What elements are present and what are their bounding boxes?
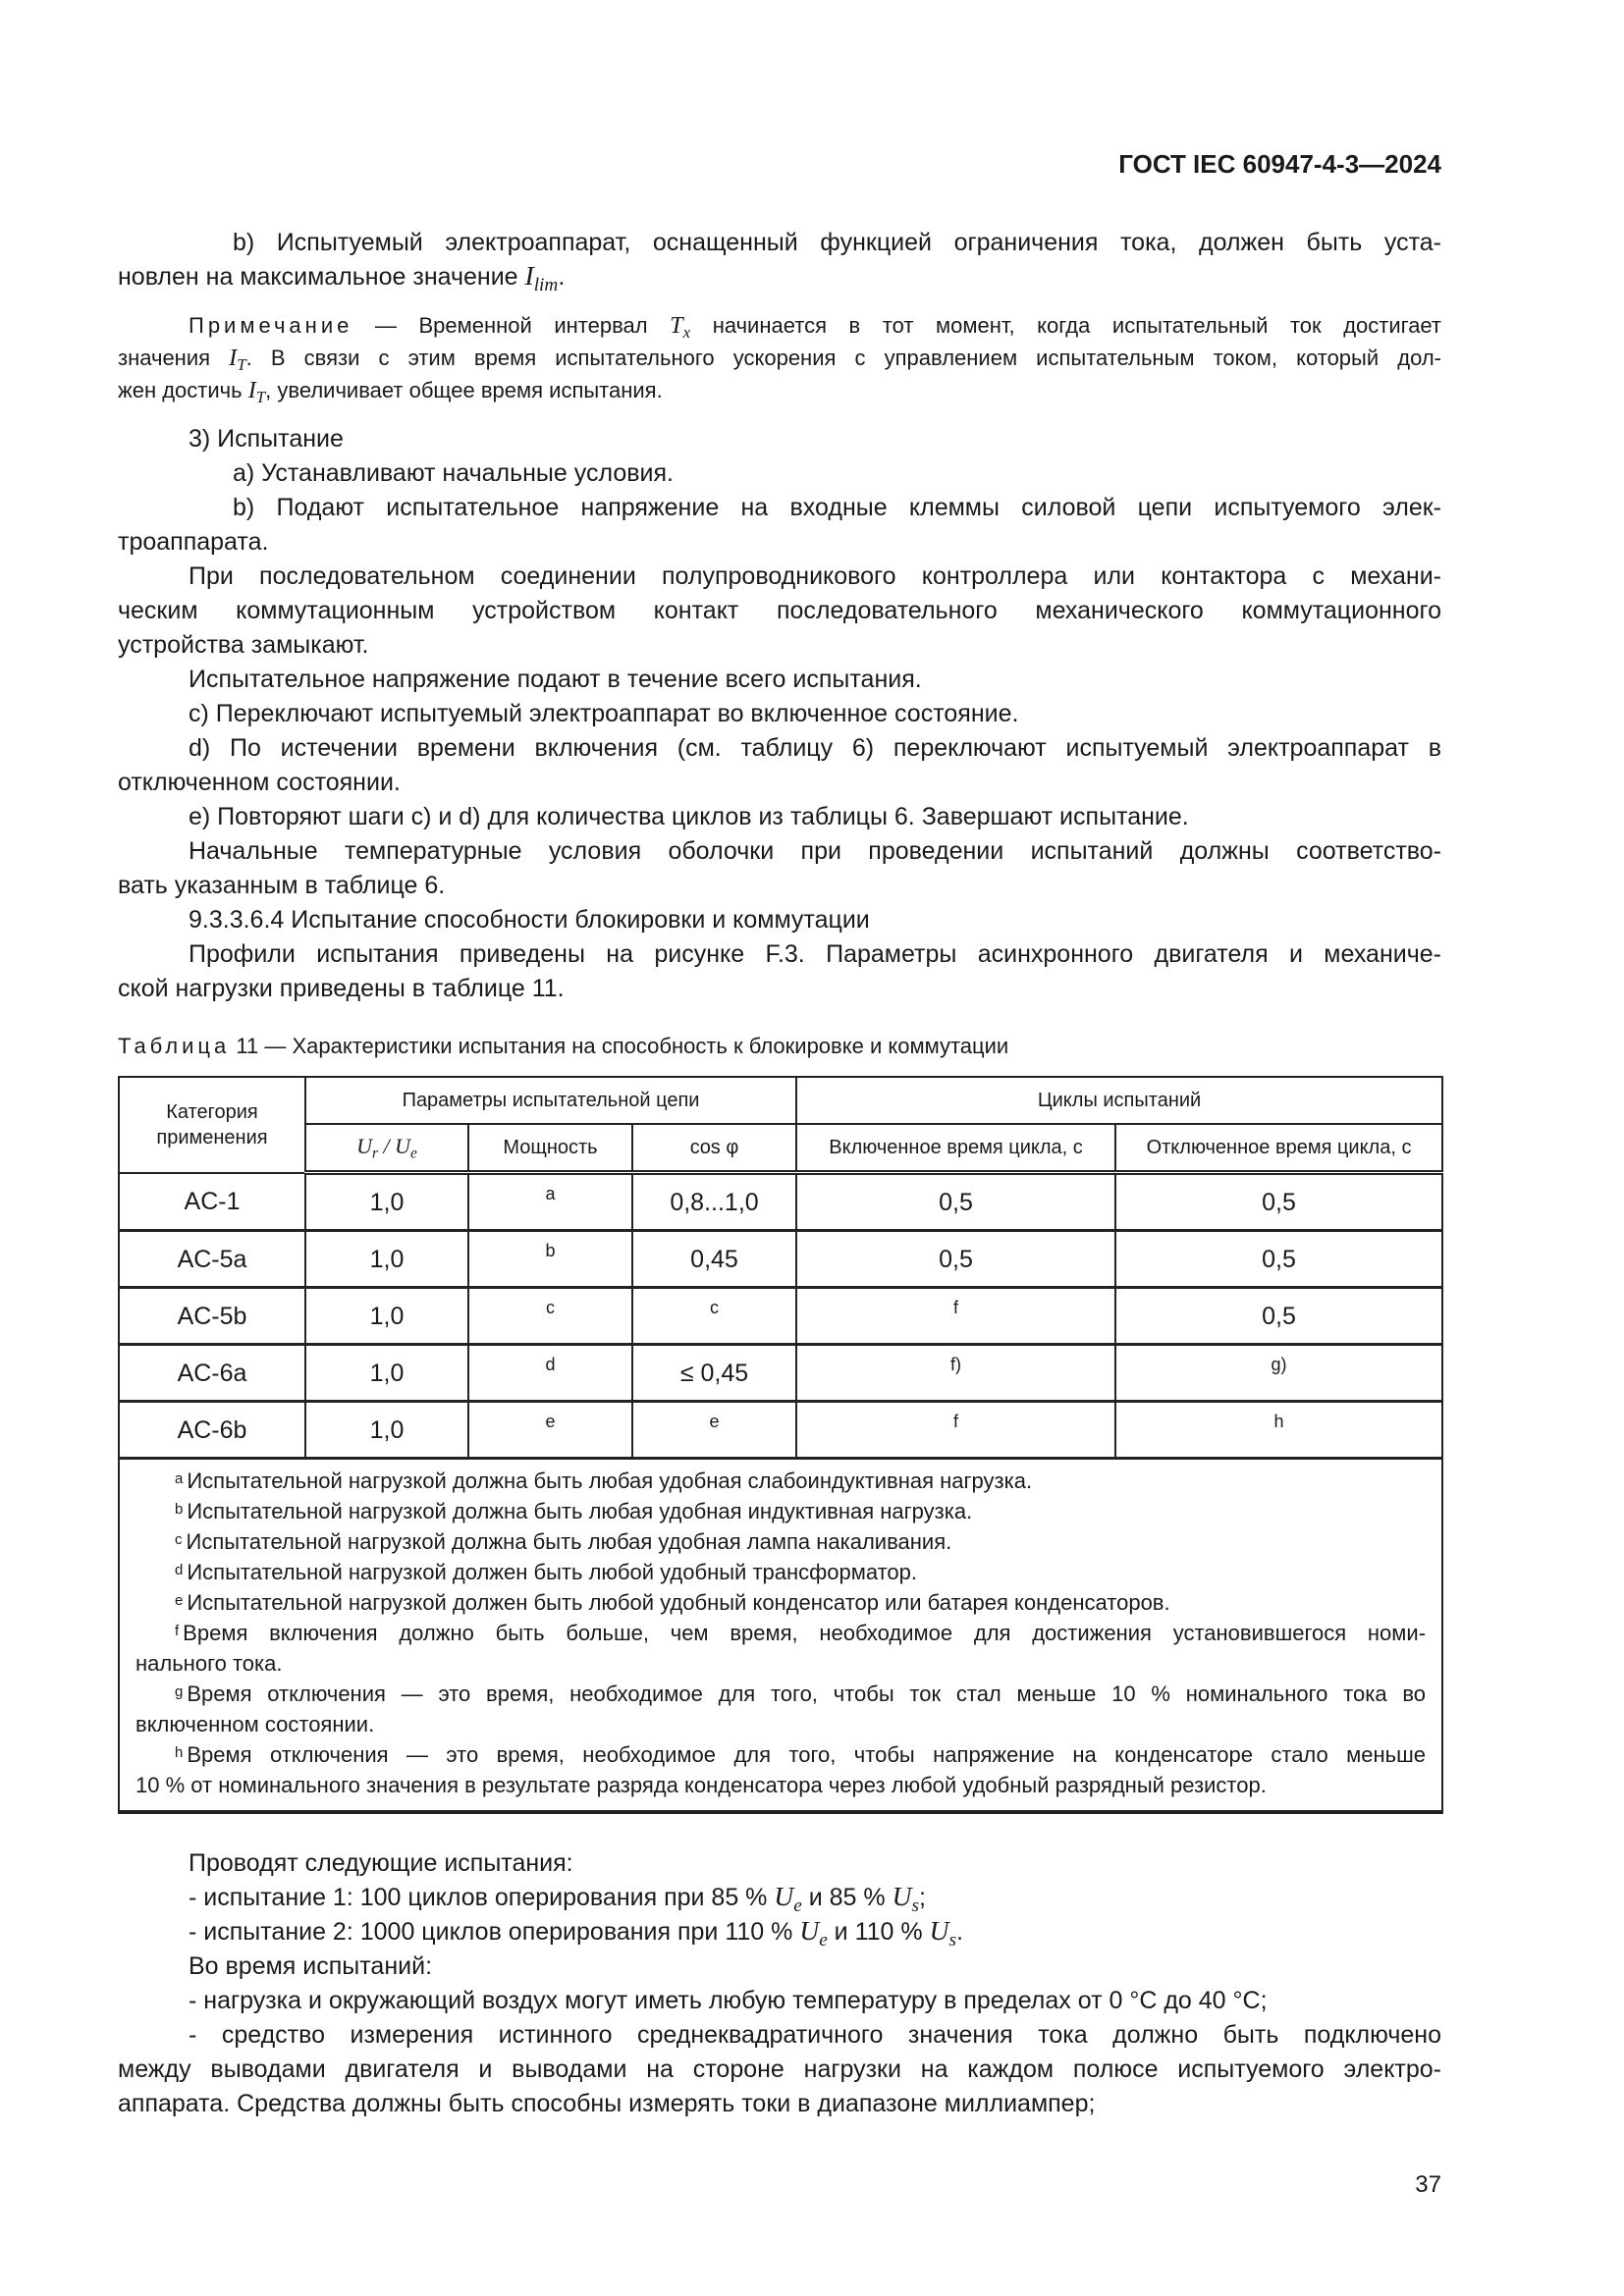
sub: e: [819, 1929, 828, 1950]
mark: d: [175, 1562, 184, 1578]
after-table-text: [118, 1846, 1441, 2121]
cell-on: f: [796, 1288, 1115, 1345]
text: , увеличивает общее время испытания.: [265, 378, 663, 402]
text: - испытание 1: 100 циклов оперирования при 85 %: [189, 1884, 775, 1911]
sym: U: [356, 1134, 373, 1158]
cell-cos: c: [632, 1288, 796, 1345]
text: — Временной интервал: [352, 313, 671, 338]
formula: [799, 1915, 828, 1950]
section-heading: 9.3.3.6.4 Испытание способности блокировки и коммутации: [189, 906, 870, 934]
text: новлен на максимальное значение: [118, 263, 525, 291]
footnote-h-cont: 10 % от номинального значения в результате разряда конденсатора через любой удобный разрядный резистор.: [135, 1773, 1267, 1797]
mark: e: [175, 1592, 184, 1609]
footnote-f: [135, 1618, 1426, 1648]
cell-u: 1,0: [305, 1173, 468, 1231]
note-line3: [118, 374, 1441, 406]
text: .: [955, 1918, 963, 1946]
cell-on: f): [796, 1345, 1115, 1402]
table-caption: [118, 1030, 1441, 1062]
temp-line1: Начальные температурные условия оболочки при проведении испытаний должны соответство-: [189, 837, 1441, 865]
formula: [670, 312, 691, 343]
cell-off: 0,5: [1115, 1231, 1442, 1288]
mark: h: [175, 1744, 184, 1761]
sub: T: [237, 355, 246, 375]
measure-line2: между выводами двигателя и выводами на стороне нагрузки на каждом полюсе испытуемого электро-: [118, 2056, 1441, 2083]
cell-power: b: [468, 1231, 632, 1288]
measure-line1: - средство измерения истинного среднеквадратичного значения тока должно быть подключено: [189, 2021, 1441, 2049]
cell-category: AC-6b: [119, 1402, 305, 1459]
sym: U: [892, 1881, 912, 1911]
cell-cos: ≤ 0,45: [632, 1345, 796, 1402]
test-table: [118, 1076, 1443, 1814]
sub: e: [793, 1895, 802, 1916]
cell-category: AC-5a: [119, 1231, 305, 1288]
cell-u: 1,0: [305, 1345, 468, 1402]
text: и 110 %: [827, 1918, 930, 1946]
series-line1: При последовательном соединении полупроводникового контроллера или контактора с механи-: [189, 562, 1441, 590]
sub: s: [911, 1895, 919, 1916]
footnote-h: [135, 1739, 1426, 1770]
mark: c: [175, 1531, 183, 1548]
text: Испытательной нагрузкой должна быть любая удобная лампа накаливания.: [186, 1529, 952, 1554]
step-a: a) Устанавливают начальные условия.: [233, 459, 674, 487]
sub: T: [255, 388, 266, 407]
para-b-line2: [118, 260, 1441, 294]
temp-line2: вать указанным в таблице 6.: [118, 872, 446, 899]
sym: U: [799, 1915, 820, 1946]
text: Время отключения — это время, необходимое для того, чтобы напряжение на конденсаторе стало меньше: [187, 1742, 1427, 1767]
header-on-time: Включенное время цикла, с: [796, 1124, 1115, 1173]
sub: x: [682, 323, 691, 343]
text: и 85 %: [801, 1884, 893, 1911]
cell-on: f: [796, 1402, 1115, 1459]
footnote-g: [135, 1679, 1426, 1709]
footnote-c: [135, 1526, 1426, 1557]
caption-label: Таблица: [118, 1034, 231, 1058]
sym: I: [247, 377, 256, 403]
profiles-line2: ской нагрузки приведены в таблице 11.: [118, 975, 565, 1002]
text: значения: [118, 346, 230, 370]
note-line1: [118, 309, 1441, 342]
table-row: [119, 1288, 1442, 1345]
test-heading: 3) Испытание: [189, 425, 344, 453]
temperature-line: - нагрузка и окружающий воздух могут иметь любую температуру в пределах от 0 °С до 40 °С;: [189, 1987, 1268, 2014]
text: . В связи с этим время испытательного ускорения с управлением испытательным током, который дол-: [245, 346, 1441, 370]
sym: T: [670, 312, 683, 339]
cell-cos: 0,45: [632, 1231, 796, 1288]
formula: [247, 377, 266, 407]
header-params: Параметры испытательной цепи: [305, 1077, 796, 1124]
header-cos: cos φ: [632, 1124, 796, 1173]
test-1: [118, 1881, 1441, 1915]
table-row: [119, 1173, 1442, 1231]
formula: [892, 1881, 919, 1916]
text: ;: [918, 1884, 926, 1911]
cell-category: AC-6a: [119, 1345, 305, 1402]
text: - испытание 2: 1000 циклов оперирования при 110 %: [189, 1918, 800, 1946]
cell-off: h: [1115, 1402, 1442, 1459]
cell-off: 0,5: [1115, 1288, 1442, 1345]
footnote-e: [135, 1587, 1426, 1618]
step-d-line1: d) По истечении времени включения (см. таблицу 6) переключают испытуемый электроаппарат в: [189, 734, 1441, 762]
sub: r: [372, 1145, 379, 1162]
sym: I: [524, 260, 534, 291]
step-b-line1: b) Подают испытательное напряжение на входные клеммы силовой цепи испытуемого элек-: [233, 494, 1441, 521]
text: Испытательной нагрузкой должна быть любая удобная индуктивная нагрузка.: [187, 1499, 973, 1523]
mark: b: [175, 1501, 184, 1518]
table-row: [119, 1402, 1442, 1459]
sym: U: [929, 1915, 949, 1946]
caption-text: 11 — Характеристики испытания на способность к блокировке и коммутации: [230, 1034, 1009, 1058]
table-row: [119, 1231, 1442, 1288]
mark: g: [175, 1683, 184, 1700]
cell-category: AC-5b: [119, 1288, 305, 1345]
text: Испытательной нагрузкой должен быть любой удобный трансформатор.: [187, 1560, 918, 1584]
footnote-f-cont: нального тока.: [135, 1651, 283, 1676]
sym: I: [229, 345, 238, 371]
cell-on: 0,5: [796, 1231, 1115, 1288]
cell-category: AC-1: [119, 1173, 305, 1231]
text: Время включения должно быть больше, чем время, необходимое для достижения установившегося номи-: [183, 1621, 1427, 1645]
series-line3: устройства замыкают.: [118, 631, 369, 659]
cell-power: d: [468, 1345, 632, 1402]
cell-cos: e: [632, 1402, 796, 1459]
formula: [356, 1134, 417, 1162]
series-line2: ческим коммутационным устройством контакт последовательного механического коммутационного: [118, 597, 1441, 624]
cell-on: 0,5: [796, 1173, 1115, 1231]
sym: U: [774, 1881, 794, 1911]
header-category: Категория применения: [119, 1077, 305, 1173]
sub: e: [410, 1145, 417, 1162]
sub: lim: [533, 274, 559, 295]
mark: f: [175, 1623, 180, 1639]
step-c: c) Переключают испытуемый электроаппарат во включенное состояние.: [189, 700, 1019, 727]
cell-u: 1,0: [305, 1288, 468, 1345]
document-header-id: ГОСТ IEC 60947-4-3—2024: [1118, 149, 1441, 179]
step-d-line2: отключенном состоянии.: [118, 769, 401, 796]
formula: [774, 1881, 802, 1916]
cell-power: e: [468, 1402, 632, 1459]
text: жен достичь: [118, 378, 248, 402]
cell-u: 1,0: [305, 1231, 468, 1288]
footnote-a: [135, 1466, 1426, 1496]
footnote-b: [135, 1496, 1426, 1526]
cell-power: c: [468, 1288, 632, 1345]
text: начинается в тот момент, когда испытательный ток достигает: [690, 313, 1442, 338]
profiles-line1: Профили испытания приведены на рисунке F.3. Параметры асинхронного двигателя и механиче-: [189, 940, 1441, 968]
text: Время отключения — это время, необходимое для того, чтобы ток стал меньше 10 % номинального тока во: [187, 1682, 1427, 1706]
footnote-g-cont: включенном состоянии.: [135, 1712, 375, 1736]
formula: [229, 345, 246, 375]
cell-cos: 0,8...1,0: [632, 1173, 796, 1231]
text: Испытательной нагрузкой должен быть любой удобный конденсатор или батарея конденсаторов.: [187, 1590, 1170, 1615]
sep: /: [378, 1134, 396, 1158]
table-row: [119, 1345, 1442, 1402]
cell-power: a: [468, 1173, 632, 1231]
step-b-line2: троаппарата.: [118, 528, 269, 556]
formula: [929, 1915, 956, 1950]
mark: a: [175, 1470, 184, 1487]
sub: s: [948, 1929, 956, 1950]
header-power: Мощность: [468, 1124, 632, 1173]
text: Испытательной нагрузкой должна быть любая удобная слабоиндуктивная нагрузка.: [187, 1468, 1033, 1493]
cell-u: 1,0: [305, 1402, 468, 1459]
measure-line3: аппарата. Средства должны быть способны измерять токи в диапазоне миллиампер;: [118, 2090, 1096, 2117]
test-2: [118, 1915, 1441, 1949]
cell-off: 0,5: [1115, 1173, 1442, 1231]
text: .: [558, 263, 566, 291]
footnote-d: [135, 1557, 1426, 1587]
sym: U: [395, 1134, 411, 1158]
note-line2: [118, 342, 1441, 374]
page-number: 37: [1415, 2171, 1441, 2198]
para-b-line1: b) Испытуемый электроаппарат, оснащенный функцией ограничения тока, должен быть уста-: [233, 229, 1441, 256]
header-ur-ue: [305, 1124, 468, 1173]
header-off-time: Отключенное время цикла, с: [1115, 1124, 1442, 1173]
table-footnotes: [119, 1459, 1442, 1813]
voltage-line: Испытательное напряжение подают в течение всего испытания.: [189, 666, 922, 693]
during-tests: Во время испытаний:: [189, 1952, 433, 1980]
step-e: e) Повторяют шаги c) и d) для количества циклов из таблицы 6. Завершают испытание.: [189, 803, 1189, 830]
note-label: Примечание: [189, 313, 353, 338]
header-cycles: Циклы испытаний: [796, 1077, 1442, 1124]
formula: [524, 260, 559, 295]
tests-intro: Проводят следующие испытания:: [189, 1849, 573, 1877]
cell-off: g): [1115, 1345, 1442, 1402]
